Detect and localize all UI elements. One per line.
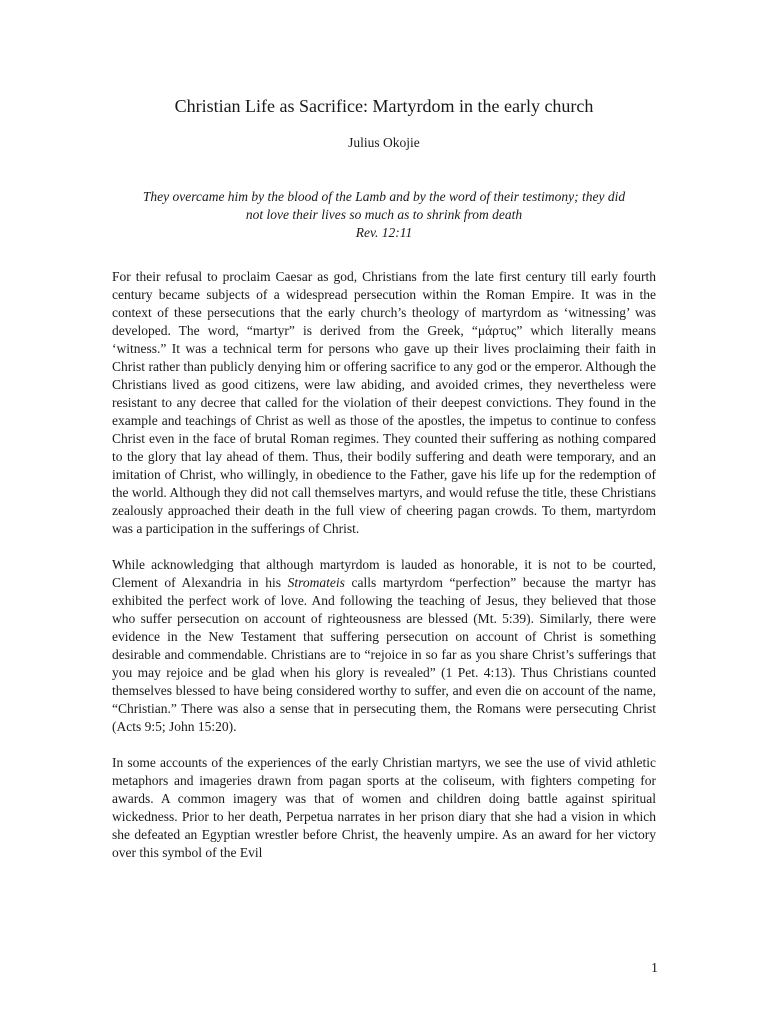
epigraph-reference: Rev. 12:11 (355, 225, 413, 240)
body-text (112, 268, 656, 880)
epigraph-line: They overcame him by the blood of the Lamb and by the word of their testimony; they did (142, 189, 626, 204)
epigraph (110, 188, 658, 242)
author-name: Julius Okojie (348, 135, 420, 150)
paragraph-text: calls martyrdom “perfection” because the martyr has exhibited the perfect work of love. And following the teaching of Jesus, they believed that those who suffer persecution on account of righteousness are blessed (Mt. 5:39). Similarly, there were evidence in the New Testament that suffering persecution on account of Christ is something desirable and commendable. Christians are to “rejoice in so far as you share Christ’s sufferings that you may rejoice and be glad when his glory is revealed” (1 Pet. 4:13). Thus Christians counted themselves blessed to have being considered worthy to suffer, and even die on account of the name, “Christian.” There was also a sense that in persecuting them, the Romans were persecuting Christ (Acts 9:5; John 15:20). (112, 575, 657, 734)
paragraph: For their refusal to proclaim Caesar as god, Christians from the late first century till early fourth century became subjects of a widespread persecution within the Roman Empire. It was in the context of these persecutions that the early church’s theology of martyrdom as ‘witnessing’ was developed. The word, “martyr” is derived from the Greek, “μάρτυς” which literally means ‘witness.” It was a technical term for persons who gave up their lives proclaiming their faith in Christ rather than publicly denying him or offering sacrifice to any god or the emperor. Although the Christians lived as good citizens, were law abiding, and avoided crimes, they nevertheless were resistant to any decree that called for the violation of their deepest convictions. They found in the example and teachings of Christ as well as those of the apostles, the impetus to continue to confess Christ even in the face of brutal Roman regimes. They counted their suffering as nothing compared to the glory that lay ahead of them. Thus, their bodily suffering and death were temporary, and an imitation of Christ, who willingly, in obedience to the Father, gave his life up for the redemption of the world. Although they did not call themselves martyrs, and would refuse the title, these Christians zealously approached their death in the full view of cheering pagan crowds. To them, martyrdom was a participation in the sufferings of Christ. (112, 269, 656, 536)
epigraph-line: not love their lives so much as to shrink from death (245, 207, 523, 222)
page-number: 1 (651, 961, 658, 976)
document-title: Christian Life as Sacrifice: Martyrdom in the early church (174, 96, 594, 116)
paragraph: In some accounts of the experiences of the early Christian martyrs, we see the use of vivid athletic metaphors and imageries drawn from pagan sports at the coliseum, with fighters competing for awards. A common imagery was that of women and children doing battle against spiritual wickedness. Prior to her death, Perpetua narrates in her prison diary that she had a vision in which she defeated an Egyptian wrestler before Christ, the heavenly umpire. As an award for her victory over this symbol of the Evil (112, 755, 656, 860)
paragraph (112, 556, 656, 736)
paragraph-text: While acknowledging that although martyrdom is lauded as honorable, it is not to be courted, Clement of Alexandria in his (112, 557, 656, 590)
italic-book-title: Stromateis (287, 575, 345, 590)
